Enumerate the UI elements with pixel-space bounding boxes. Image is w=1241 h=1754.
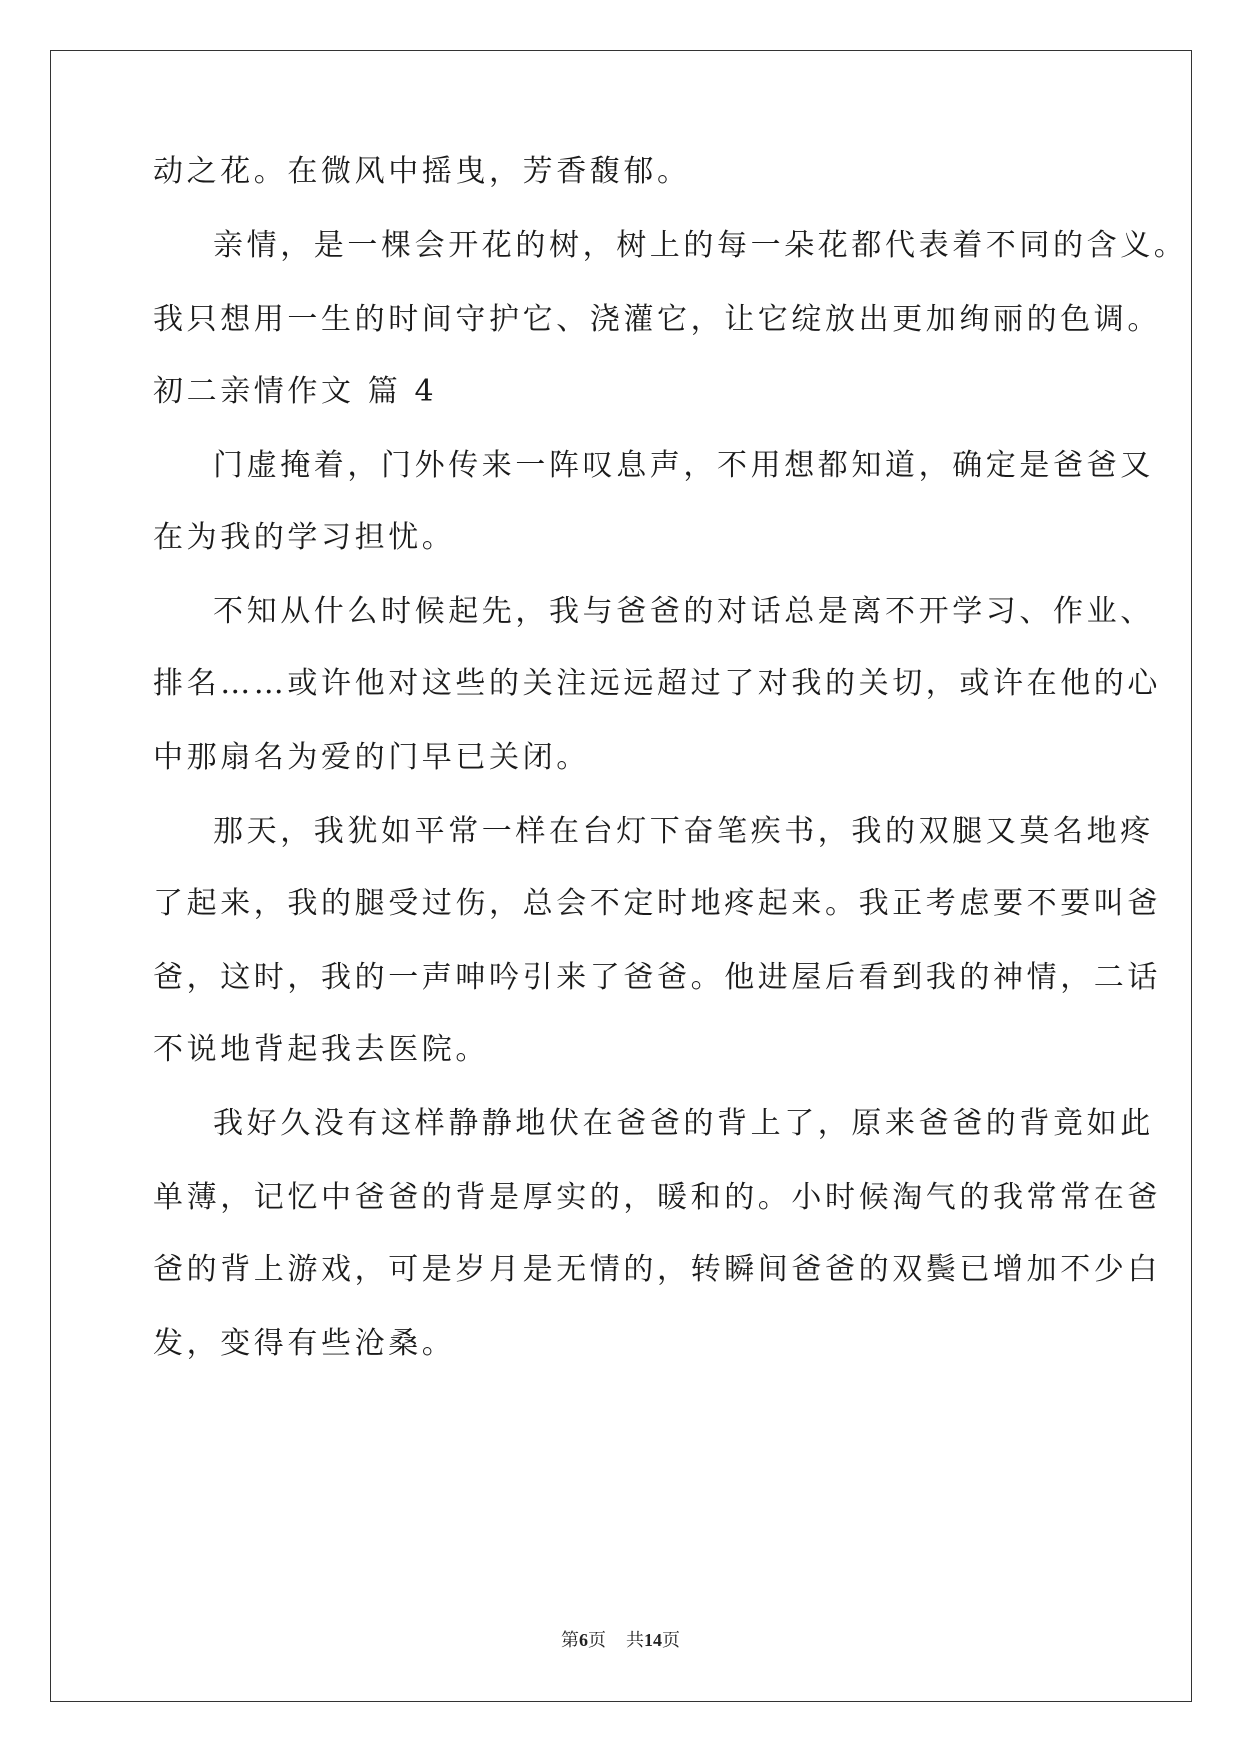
- section-heading: 初二亲情作文 篇 4: [153, 374, 438, 409]
- total-pages-number: 14: [644, 1630, 662, 1650]
- paragraph-first-line: 我好久没有这样静静地伏在爸爸的背上了，原来爸爸的背竟如此: [213, 1106, 1154, 1141]
- paragraph-first-line: 门虚掩着，门外传来一阵叹息声，不用想都知道，确定是爸爸又: [213, 448, 1154, 483]
- footer-total-prefix: 共: [626, 1630, 644, 1651]
- text-line: 在为我的学习担忧。: [153, 520, 456, 555]
- text-line: 单薄，记忆中爸爸的背是厚实的，暖和的。小时候淘气的我常常在爸: [153, 1180, 1161, 1215]
- text-line: 了起来，我的腿受过伤，总会不定时地疼起来。我正考虑要不要叫爸: [153, 886, 1161, 921]
- footer-total-suffix: 页: [662, 1630, 680, 1651]
- page-footer: [0, 1628, 1241, 1653]
- footer-page-suffix: 页: [588, 1630, 606, 1651]
- text-line: 不说地背起我去医院。: [153, 1032, 489, 1067]
- text-line: 爸，这时，我的一声呻吟引来了爸爸。他进屋后看到我的神情，二话: [153, 960, 1161, 995]
- text-line: 动之花。在微风中摇曳，芳香馥郁。: [153, 154, 691, 189]
- text-line: 中那扇名为爱的门早已关闭。: [153, 740, 590, 775]
- current-page-number: 6: [579, 1630, 588, 1650]
- text-line: 发，变得有些沧桑。: [153, 1326, 456, 1361]
- text-line: 我只想用一生的时间守护它、浇灌它，让它绽放出更加绚丽的色调。: [153, 302, 1161, 337]
- paragraph-first-line: 不知从什么时候起先，我与爸爸的对话总是离不开学习、作业、: [213, 594, 1154, 629]
- text-line: 爸的背上游戏，可是岁月是无情的，转瞬间爸爸的双鬓已增加不少白: [153, 1252, 1161, 1287]
- page-frame: [50, 50, 1192, 1702]
- footer-prefix: 第: [561, 1630, 579, 1651]
- text-line: 排名……或许他对这些的关注远远超过了对我的关切，或许在他的心: [153, 666, 1161, 701]
- paragraph-first-line: 亲情，是一棵会开花的树，树上的每一朵花都代表着不同的含义。: [213, 228, 1188, 263]
- paragraph-first-line: 那天，我犹如平常一样在台灯下奋笔疾书，我的双腿又莫名地疼: [213, 814, 1154, 849]
